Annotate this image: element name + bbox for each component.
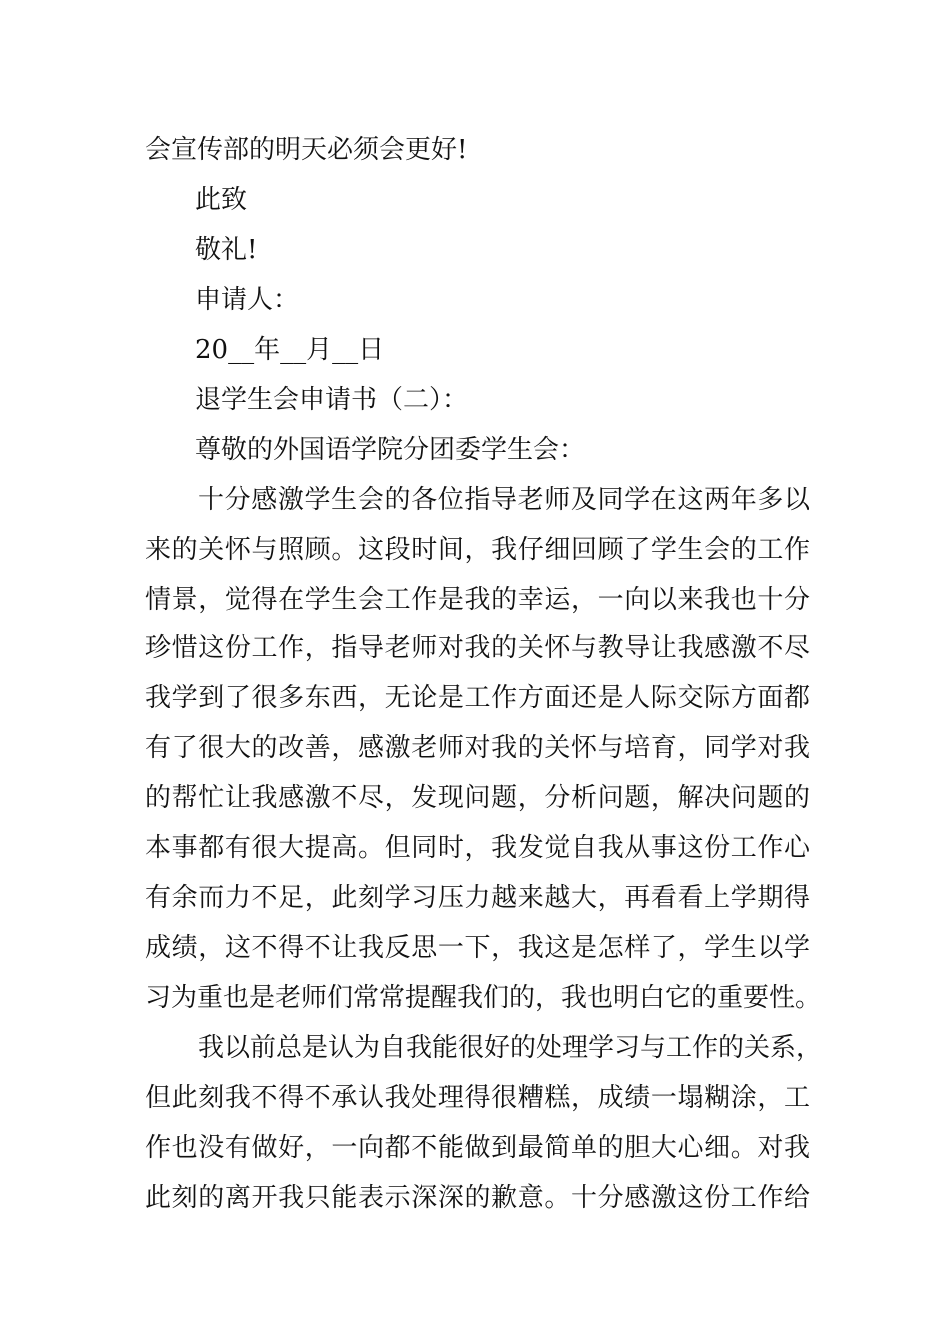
paragraph-line: 我学到了很多东西，无论是工作方面还是人际交际方面都 bbox=[145, 683, 810, 713]
paragraph-line: 习为重也是老师们常常提醒我们的，我也明白它的重要性。 bbox=[145, 983, 822, 1013]
paragraph-line: 来的关怀与照顾。这段时间，我仔细回顾了学生会的工作 bbox=[145, 535, 810, 565]
paragraph-line: 但此刻我不得不承认我处理得很糟糕，成绩一塌糊涂，工 bbox=[145, 1083, 810, 1113]
closing-jing-li: 敬礼! bbox=[195, 235, 258, 265]
paragraph-line: 我以前总是认为自我能很好的处理学习与工作的关系， bbox=[198, 1033, 823, 1063]
section-title: 退学生会申请书（二）： bbox=[195, 385, 469, 415]
paragraph-line: 此刻的离开我只能表示深深的歉意。十分感激这份工作给 bbox=[145, 1183, 810, 1213]
paragraph-line: 的帮忙让我感激不尽，发现问题，分析问题，解决问题的 bbox=[145, 783, 810, 813]
date-line: 20__年__月__日 bbox=[195, 335, 385, 365]
paragraph-line: 成绩，这不得不让我反思一下，我这是怎样了，学生以学 bbox=[145, 933, 810, 963]
salutation: 尊敬的外国语学院分团委学生会： bbox=[195, 435, 586, 465]
carryover-line: 会宣传部的明天必须会更好! bbox=[145, 135, 468, 165]
paragraph-line: 本事都有很大提高。但同时，我发觉自我从事这份工作心 bbox=[145, 833, 810, 863]
paragraph-line: 珍惜这份工作，指导老师对我的关怀与教导让我感激不尽 bbox=[145, 633, 810, 663]
paragraph-line: 有余而力不足，此刻学习压力越来越大，再看看上学期得 bbox=[145, 883, 810, 913]
closing-ci-zhi: 此致 bbox=[195, 185, 248, 215]
paragraph-line: 十分感激学生会的各位指导老师及同学在这两年多以 bbox=[198, 485, 810, 515]
paragraph-line: 作也没有做好，一向都不能做到最简单的胆大心细。对我 bbox=[145, 1133, 810, 1163]
applicant-label: 申请人： bbox=[195, 285, 300, 315]
paragraph-line: 情景，觉得在学生会工作是我的幸运，一向以来我也十分 bbox=[145, 585, 810, 615]
paragraph-line: 有了很大的改善，感激老师对我的关怀与培育，同学对我 bbox=[145, 733, 810, 763]
